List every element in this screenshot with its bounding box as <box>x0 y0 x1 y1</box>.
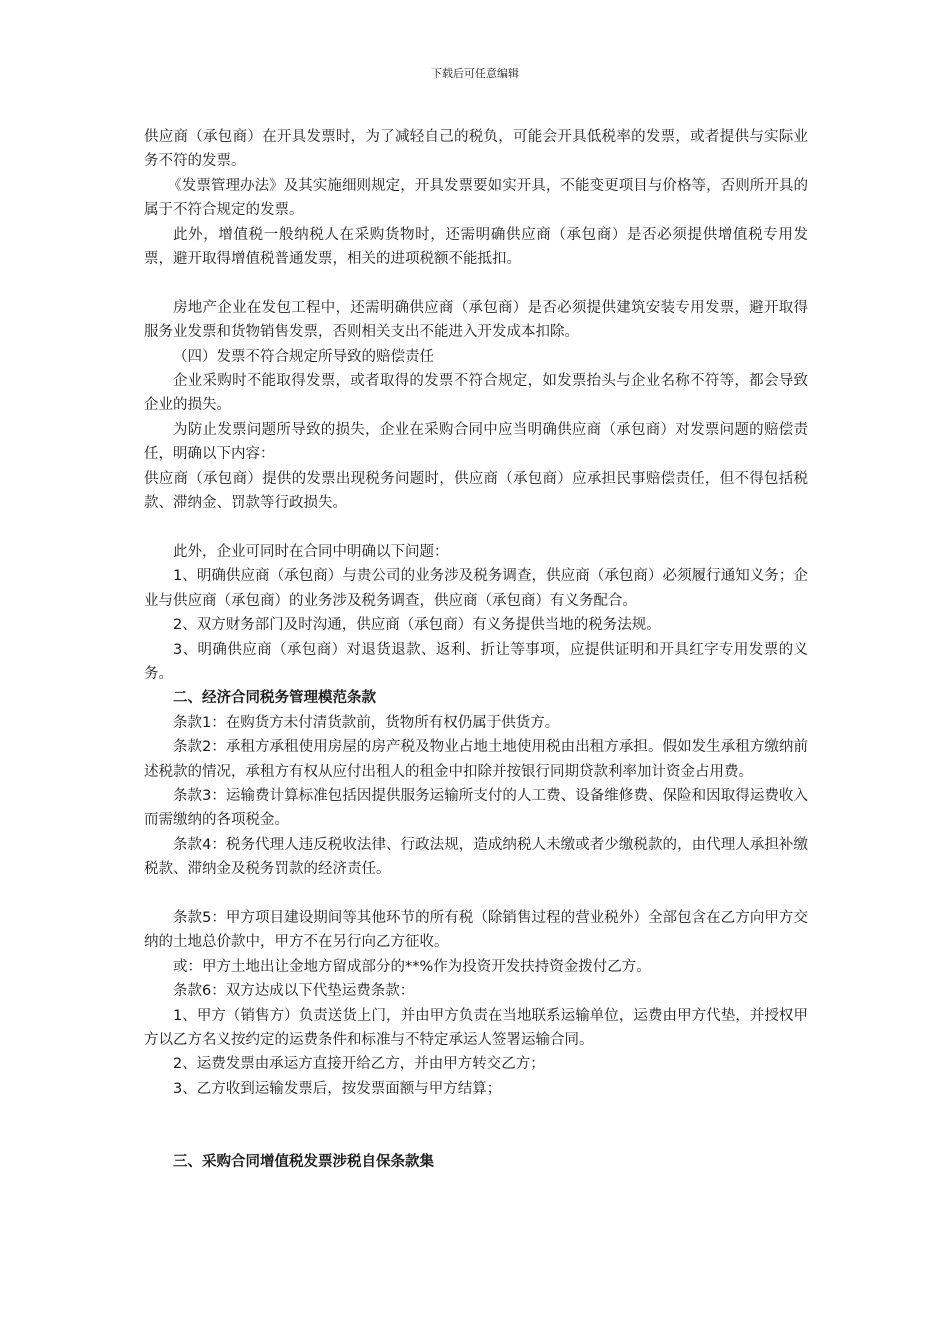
paragraph: 此外，企业可同时在合同中明确以下问题： <box>173 543 449 560</box>
paragraph: 为防止发票问题所导致的损失，企业在采购合同中应当明确供应商（承包商）对发票问题的赔偿责任，明确以下内容： <box>144 421 808 463</box>
paragraph: 供应商（承包商）在开具发票时，为了减轻自己的税负，可能会开具低税率的发票，或者提供与实际业务不符的发票。 <box>144 129 808 170</box>
document-body <box>144 125 808 1174</box>
list-item: 3、乙方收到运输发票后，按发票面额与甲方结算； <box>173 1080 502 1097</box>
page-header <box>0 66 950 82</box>
paragraph: 此外，增值税一般纳税人在采购货物时，还需明确供应商（承包商）是否必须提供增值税专用发票，避开取得增值税普通发票，相关的进项税额不能抵扣。 <box>144 226 808 268</box>
paragraph: 《发票管理办法》及其实施细则规定，开具发票要如实开具，不能变更项目与价格等，否则所开具的属于不符合规定的发票。 <box>144 177 808 219</box>
section-heading: （四）发票不符合规定所导致的赔偿责任 <box>173 348 434 365</box>
list-item: 2、双方财务部门及时沟通，供应商（承包商）有义务提供当地的税务法规。 <box>173 617 661 634</box>
list-item: 2、运费发票由承运方直接开给乙方，并由甲方转交乙方； <box>173 1056 545 1073</box>
clause: 条款2：承租方承租使用房屋的房产税及物业占地土地使用税由出租方承担。假如发生承租方缴纳前述税款的情况，承租方有权从应付出租人的租金中扣除并按银行同期贷款利率加计资金占用费。 <box>144 739 808 780</box>
blank-line <box>144 882 808 906</box>
clause: 条款4：税务代理人违反税收法律、行政法规，造成纳税人未缴或者少缴税款的，由代理人承担补缴税款、滞纳金及税务罚款的经济责任。 <box>144 836 808 878</box>
blank-line <box>144 1101 808 1150</box>
clause: 或：甲方土地出让金地方留成部分的**%作为投资开发扶持资金拨付乙方。 <box>173 958 651 975</box>
clause: 条款6：双方达成以下代垫运费条款： <box>173 983 415 1000</box>
blank-line <box>144 515 808 539</box>
clause: 条款5：甲方项目建设期间等其他环节的所有税（除销售过程的营业税外）全部包含在乙方向甲方交纳的土地总价款中，甲方不在另行向乙方征收。 <box>144 909 808 951</box>
section-heading: 二、经济合同税务管理模范条款 <box>173 690 376 707</box>
blank-line <box>144 271 808 295</box>
header-text: 下载后可任意编辑 <box>431 67 519 80</box>
clause: 条款3：运输费计算标准包括因提供服务运输所支付的人工费、设备维修费、保险和因取得运费收入而需缴纳的各项税金。 <box>144 787 808 829</box>
list-item: 1、明确供应商（承包商）与贵公司的业务涉及税务调查，供应商（承包商）必须履行通知义务；企业与供应商（承包商）的业务涉及税务调查，供应商（承包商）有义务配合。 <box>144 568 808 609</box>
paragraph: 供应商（承包商）提供的发票出现税务问题时，供应商（承包商）应承担民事赔偿责任，但不得包括税款、滞纳金、罚款等行政损失。 <box>144 470 808 512</box>
list-item: 1、甲方（销售方）负责送货上门，并由甲方负责在当地联系运输单位，运费由甲方代垫，并授权甲方以乙方名义按约定的运费条件和标准与不特定承运人签署运输合同。 <box>144 1007 808 1048</box>
list-item: 3、明确供应商（承包商）对退货退款、返利、折让等事项，应提供证明和开具红字专用发票的义务。 <box>144 641 808 682</box>
paragraph: 房地产企业在发包工程中，还需明确供应商（承包商）是否必须提供建筑安装专用发票，避开取得服务业发票和货物销售发票，否则相关支出不能进入开发成本扣除。 <box>144 299 808 341</box>
section-heading: 三、采购合同增值税发票涉税自保条款集 <box>173 1154 434 1170</box>
clause: 条款1：在购货方未付清货款前，货物所有权仍属于供货方。 <box>173 714 560 731</box>
paragraph: 企业采购时不能取得发票，或者取得的发票不符合规定，如发票抬头与企业名称不符等，都会导致企业的损失。 <box>144 373 808 414</box>
